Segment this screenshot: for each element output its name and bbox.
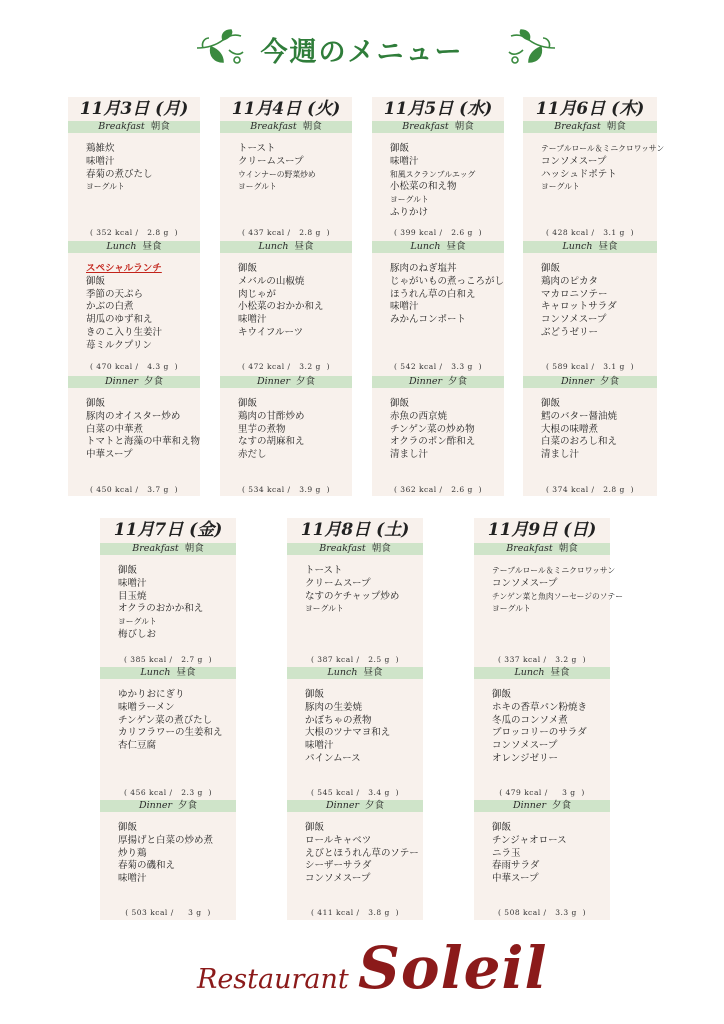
menu-item: 味噌汁 <box>86 155 115 167</box>
menu-item: キウイフルーツ <box>238 326 304 338</box>
menu-item: オクラのおかか和え <box>118 603 204 615</box>
dinner-section <box>474 800 610 886</box>
menu-item: トースト <box>305 565 343 576</box>
menu-item: 味噌汁 <box>390 155 419 167</box>
breakfast-header: Breakfast 朝食 <box>220 121 352 133</box>
breakfast-section <box>523 121 665 194</box>
breakfast-header: Breakfast 朝食 <box>100 543 236 555</box>
menu-item: ニラ玉 <box>492 847 521 859</box>
menu-item: ヨーグルト <box>390 195 429 205</box>
menu-item: コンソメスープ <box>492 740 558 752</box>
nutrition-info: ( 508 kcal / 3.3 g ) <box>498 908 586 917</box>
menu-item: 味噌汁 <box>118 577 147 589</box>
lunch-header: Lunch 昼食 <box>68 241 200 253</box>
menu-item: 御飯 <box>492 822 512 833</box>
day-date: 11月7日 (金) <box>113 520 223 540</box>
dinner-header: Dinner 夕食 <box>220 376 352 388</box>
menu-item: ヨーグルト <box>238 182 277 192</box>
page-title: 今週のメニュー <box>260 37 464 68</box>
nutrition-info: ( 479 kcal / 3 g ) <box>499 788 585 797</box>
nutrition-info: ( 399 kcal / 2.6 g ) <box>394 228 482 237</box>
day-date: 11月4日 (火) <box>231 99 341 119</box>
menu-items <box>541 398 657 462</box>
breakfast-header: Breakfast 朝食 <box>523 121 657 133</box>
menu-item: コンソメスープ <box>541 155 607 167</box>
menu-items <box>305 822 423 886</box>
nutrition-info: ( 534 kcal / 3.9 g ) <box>242 485 330 494</box>
menu-item: 杏仁豆腐 <box>118 740 157 752</box>
breakfast-header: Breakfast 朝食 <box>474 543 610 555</box>
lunch-header: Lunch 昼食 <box>220 241 352 253</box>
menu-item: 豚肉のねぎ塩丼 <box>390 263 457 274</box>
menu-item: 春菊の磯和え <box>118 860 176 872</box>
menu-item: ぶどうゼリー <box>541 326 599 338</box>
menu-items <box>118 822 236 886</box>
nutrition-info: ( 470 kcal / 4.3 g ) <box>90 362 178 371</box>
nutrition-info: ( 352 kcal / 2.8 g ) <box>90 228 178 237</box>
menu-items <box>492 565 624 616</box>
menu-item: ヨーグルト <box>118 617 157 627</box>
menu-item: ブロッコリーのサラダ <box>492 727 587 739</box>
nutrition-info: ( 374 kcal / 2.8 g ) <box>546 485 634 494</box>
menu-item: 中華スープ <box>492 873 539 885</box>
menu-items <box>238 143 352 194</box>
menu-item: きのこ入り生姜汁 <box>86 326 163 338</box>
day-date: 11月8日 (土) <box>300 520 410 540</box>
menu-items <box>305 565 423 616</box>
menu-item: 小松菜の和え物 <box>390 181 457 193</box>
special-lunch-label: スペシャルランチ <box>86 263 162 274</box>
menu-items <box>541 263 657 340</box>
menu-item: なすの胡麻和え <box>238 436 305 448</box>
nutrition-info: ( 450 kcal / 3.7 g ) <box>90 485 178 494</box>
breakfast-header: Breakfast 朝食 <box>372 121 504 133</box>
lunch-header: Lunch 昼食 <box>523 241 657 253</box>
nutrition-info: ( 545 kcal / 3.4 g ) <box>311 788 399 797</box>
menu-item: 肉じゃが <box>238 288 277 300</box>
day-card-sat <box>287 518 423 920</box>
menu-item: チンゲン菜の煮びたし <box>118 714 213 726</box>
menu-item: 中華スープ <box>86 449 133 461</box>
menu-item: コンソメスープ <box>541 314 607 326</box>
dinner-section <box>523 376 657 462</box>
breakfast-section <box>372 121 504 220</box>
day-card-wed <box>372 97 504 496</box>
lunch-header: Lunch 昼食 <box>372 241 504 253</box>
menu-item: 味噌ラーメン <box>118 701 175 713</box>
lunch-header: Lunch 昼食 <box>474 667 610 679</box>
menu-items <box>86 143 200 194</box>
nutrition-info: ( 337 kcal / 3.2 g ) <box>498 655 586 664</box>
menu-item: ヨーグルト <box>492 604 531 614</box>
menu-item: チンゲン菜の炒め物 <box>390 423 475 435</box>
menu-item: 清まし汁 <box>390 449 429 461</box>
nutrition-info: ( 503 kcal / 3 g ) <box>125 908 211 917</box>
menu-item: 味噌汁 <box>305 740 334 752</box>
menu-item: 御飯 <box>390 398 410 409</box>
menu-item: オクラのポン酢和え <box>390 436 476 448</box>
menu-item: 小松菜のおかか和え <box>238 301 324 313</box>
menu-item: クリームスープ <box>305 577 371 589</box>
menu-item: かぶの白煮 <box>86 301 134 313</box>
menu-item: マカロニソテー <box>541 288 608 300</box>
breakfast-section <box>474 543 624 616</box>
menu-item: ハッシュドポテト <box>541 168 617 180</box>
menu-items <box>390 263 504 327</box>
menu-item: トースト <box>238 143 276 154</box>
menu-item: キャロットサラダ <box>541 301 617 313</box>
nutrition-info: ( 472 kcal / 3.2 g ) <box>242 362 330 371</box>
menu-item: 御飯 <box>86 398 106 409</box>
menu-item: ホキの香草パン粉焼き <box>492 701 588 713</box>
menu-item: 御飯 <box>541 398 561 409</box>
menu-item: 御飯 <box>86 275 106 287</box>
day-date: 11月3日 (月) <box>79 99 189 119</box>
menu-items <box>86 398 200 462</box>
restaurant-logo <box>0 926 724 1006</box>
menu-item: 御飯 <box>118 822 138 833</box>
lunch-section <box>100 667 236 753</box>
lunch-header: Lunch 昼食 <box>287 667 423 679</box>
menu-item: シーザーサラダ <box>305 860 372 872</box>
menu-item: クリームスープ <box>238 155 304 167</box>
nutrition-info: ( 411 kcal / 3.8 g ) <box>311 908 399 917</box>
menu-items <box>118 689 236 753</box>
menu-item: 御飯 <box>541 263 561 274</box>
menu-item: 味噌汁 <box>118 873 147 885</box>
menu-item: 苺ミルクプリン <box>86 339 152 351</box>
lunch-header: Lunch 昼食 <box>100 667 236 679</box>
menu-item: 御飯 <box>390 143 410 154</box>
menu-item: 大根のツナマヨ和え <box>305 727 391 739</box>
menu-items <box>238 263 352 340</box>
lunch-section <box>68 241 200 353</box>
day-card-fri <box>100 518 236 920</box>
menu-item: 白菜のおろし和え <box>541 436 618 448</box>
menu-item: 味噌汁 <box>238 314 267 326</box>
nutrition-info: ( 542 kcal / 3.3 g ) <box>394 362 482 371</box>
page-header <box>0 18 724 78</box>
menu-item: 春菊の煮びたし <box>86 168 153 180</box>
brand-restaurant-text: Restaurant <box>197 964 349 995</box>
menu-item: 白菜の中華煮 <box>86 423 144 435</box>
menu-item: ふりかけ <box>390 206 429 218</box>
menu-item: 季節の天ぷら <box>86 288 144 300</box>
menu-items <box>118 565 236 642</box>
day-card-tue <box>220 97 352 496</box>
dinner-section <box>372 376 504 462</box>
breakfast-section <box>100 543 236 642</box>
lunch-section <box>523 241 657 340</box>
menu-item: 赤魚の西京焼 <box>390 410 448 422</box>
dinner-header: Dinner 夕食 <box>474 800 610 812</box>
menu-item: 大根の味噌煮 <box>541 423 599 435</box>
dinner-section <box>220 376 352 462</box>
dinner-header: Dinner 夕食 <box>100 800 236 812</box>
menu-items <box>492 822 610 886</box>
menu-item: みかんコンポート <box>390 314 467 326</box>
menu-item: コンソメスープ <box>492 577 558 589</box>
day-card-sun <box>474 518 624 920</box>
menu-item: 豚肉のオイスター炒め <box>86 410 181 422</box>
menu-item: 目玉焼 <box>118 590 147 602</box>
nutrition-info: ( 385 kcal / 2.7 g ) <box>124 655 212 664</box>
nutrition-info: ( 437 kcal / 2.8 g ) <box>242 228 330 237</box>
menu-item: 鱈のバター醤油焼 <box>541 410 618 422</box>
breakfast-section <box>287 543 423 616</box>
menu-items <box>541 143 665 194</box>
menu-item: 里芋の煮物 <box>238 423 286 435</box>
menu-item: チンゲン菜と魚肉ソーセージのソテー <box>492 591 624 601</box>
menu-item: テーブルロール＆ミニクロワッサン <box>541 144 665 153</box>
nutrition-info: ( 456 kcal / 2.3 g ) <box>124 788 212 797</box>
breakfast-header: Breakfast 朝食 <box>68 121 200 133</box>
menu-item: テーブルロール＆ミニクロワッサン <box>492 566 616 575</box>
menu-item: ゆかりおにぎり <box>118 689 185 700</box>
menu-item: 冬瓜のコンソメ煮 <box>492 714 568 726</box>
day-card-thu <box>523 97 665 496</box>
lunch-section <box>287 667 423 766</box>
day-date: 11月9日 (日) <box>487 520 597 540</box>
breakfast-header: Breakfast 朝食 <box>287 543 423 555</box>
menu-item: かぼちゃの煮物 <box>305 714 372 726</box>
menu-items <box>238 398 352 462</box>
day-card-mon <box>68 97 200 496</box>
lunch-section <box>474 667 610 766</box>
menu-item: ヨーグルト <box>541 182 580 192</box>
menu-item: オレンジゼリー <box>492 752 559 764</box>
leaf-ornament-icon <box>507 26 559 70</box>
menu-item: 赤だし <box>238 449 267 461</box>
dinner-header: Dinner 夕食 <box>523 376 657 388</box>
nutrition-info: ( 387 kcal / 2.5 g ) <box>311 655 399 664</box>
menu-item: 梅びしお <box>118 628 157 640</box>
menu-item: 炒り鶏 <box>118 847 147 859</box>
menu-item: じゃがいもの煮っころがし <box>390 275 505 287</box>
menu-item: 御飯 <box>238 398 258 409</box>
menu-items <box>492 689 610 766</box>
menu-item: ヨーグルト <box>305 604 344 614</box>
dinner-section <box>68 376 200 462</box>
dinner-section <box>287 800 423 886</box>
menu-item: メバルの山椒焼 <box>238 275 305 287</box>
dinner-header: Dinner 夕食 <box>372 376 504 388</box>
menu-item: えびとほうれん草のソテー <box>305 847 419 859</box>
menu-item: トマトと海藻の中華和え物 <box>86 436 201 448</box>
menu-item: ロールキャベツ <box>305 834 372 846</box>
menu-item: 和風スクランブルエッグ <box>390 169 476 179</box>
lunch-section <box>220 241 352 340</box>
day-date: 11月5日 (水) <box>383 99 493 119</box>
nutrition-info: ( 362 kcal / 2.6 g ) <box>394 485 482 494</box>
menu-item: 御飯 <box>118 565 138 576</box>
menu-items <box>390 143 504 220</box>
brand-name: Soleil <box>358 934 548 1002</box>
menu-item: 鶏肉の甘酢炒め <box>238 410 305 422</box>
dinner-section <box>100 800 236 886</box>
menu-item: 鶏肉のピカタ <box>541 275 599 287</box>
menu-items <box>390 398 504 462</box>
nutrition-info: ( 589 kcal / 3.1 g ) <box>546 362 634 371</box>
menu-item: ほうれん草の白和え <box>390 288 476 300</box>
menu-items <box>86 263 200 353</box>
menu-item: カリフラワーの生姜和え <box>118 727 223 739</box>
menu-item: 御飯 <box>305 689 325 700</box>
nutrition-info: ( 428 kcal / 3.1 g ) <box>546 228 634 237</box>
menu-item: ウインナーの野菜炒め <box>238 169 316 179</box>
menu-item: パインムース <box>305 752 361 764</box>
menu-item: 御飯 <box>305 822 325 833</box>
dinner-header: Dinner 夕食 <box>287 800 423 812</box>
menu-item: なすのケチャップ炒め <box>305 590 400 602</box>
menu-item: 御飯 <box>238 263 258 274</box>
menu-item: チンジャオロース <box>492 834 567 846</box>
menu-item: 胡瓜のゆず和え <box>86 314 153 326</box>
menu-item: 豚肉の生姜焼 <box>305 701 363 713</box>
menu-item: 味噌汁 <box>390 301 419 313</box>
dinner-header: Dinner 夕食 <box>68 376 200 388</box>
lunch-section <box>372 241 504 327</box>
day-date: 11月6日 (木) <box>535 99 645 119</box>
menu-item: 春雨サラダ <box>492 860 540 872</box>
menu-item: 厚揚げと白菜の炒め煮 <box>118 834 214 846</box>
menu-item: コンソメスープ <box>305 873 371 885</box>
menu-item: 鶏雑炊 <box>86 143 115 154</box>
menu-items <box>305 689 423 766</box>
menu-item: 御飯 <box>492 689 512 700</box>
breakfast-section <box>68 121 200 194</box>
breakfast-section <box>220 121 352 194</box>
menu-item: ヨーグルト <box>86 182 125 192</box>
menu-item: 清まし汁 <box>541 449 580 461</box>
